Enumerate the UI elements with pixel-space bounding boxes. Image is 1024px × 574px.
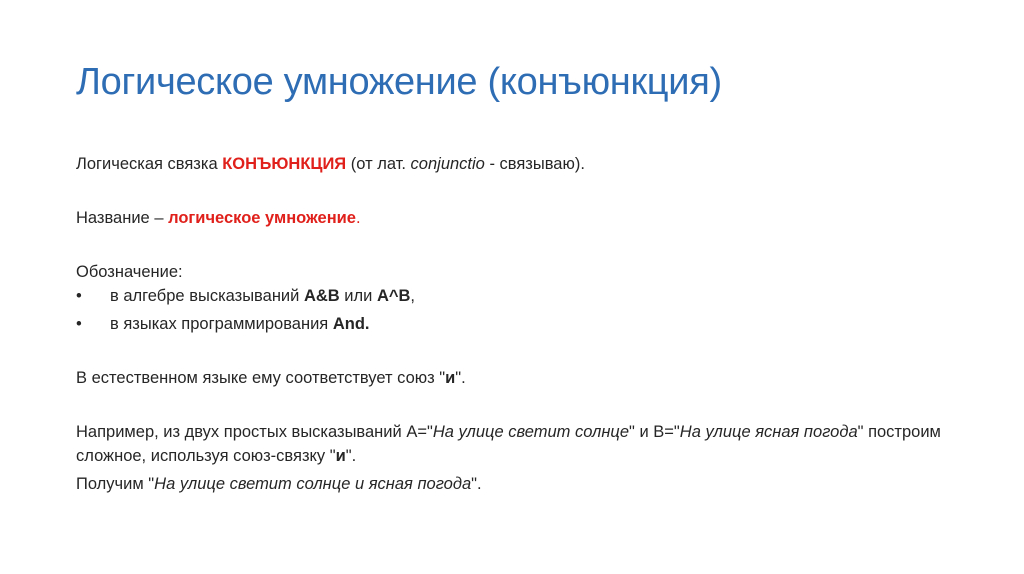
- conjunction-word: и: [445, 369, 456, 387]
- bullet-item-algebra: [76, 284, 956, 308]
- notation-and: And.: [332, 315, 370, 333]
- compound-statement: На улице светит солнце и ясная погода: [154, 475, 472, 493]
- latin-term: conjunctio: [410, 155, 485, 173]
- spacer: [76, 176, 956, 206]
- name-line: [76, 206, 956, 230]
- name-term: логическое умножение: [168, 209, 356, 227]
- bullet-icon: •: [76, 315, 82, 333]
- statement-b: На улице ясная погода: [679, 423, 858, 441]
- slide-title: Логическое умножение (конъюнкция): [76, 61, 722, 103]
- slide-body: [76, 152, 956, 496]
- example-paragraph: [76, 420, 956, 468]
- example-part-2: " и В=": [629, 423, 680, 441]
- name-prefix: Название –: [76, 209, 169, 227]
- spacer: [76, 336, 956, 366]
- designation-label: Обозначение:: [76, 263, 183, 281]
- bullet-icon: •: [76, 287, 82, 305]
- definition-prefix: Логическая связка: [76, 155, 223, 173]
- natural-suffix: ".: [455, 369, 466, 387]
- bullet-middle: или: [339, 287, 377, 305]
- statement-a: На улице светит солнце: [432, 423, 630, 441]
- result-prefix: Получим ": [76, 475, 155, 493]
- example-part-3: " построим сложное, используя союз-связку ": [76, 423, 941, 465]
- bullet-text: в языках программирования: [110, 315, 333, 333]
- definition-middle: (от лат.: [346, 155, 411, 173]
- bullet-item-programming: [76, 312, 956, 336]
- example-part-4: ".: [345, 447, 357, 465]
- bullet-text: в алгебре высказываний: [110, 287, 304, 305]
- name-suffix: .: [355, 209, 361, 227]
- notation-ab: A&B: [303, 287, 340, 305]
- result-suffix: ".: [471, 475, 482, 493]
- conjunction-term: КОНЪЮНКЦИЯ: [222, 155, 347, 173]
- spacer: [76, 230, 956, 260]
- example-part-1: Например, из двух простых высказываний А=": [76, 423, 433, 441]
- spacer: [76, 390, 956, 420]
- bullet-suffix: ,: [410, 287, 415, 305]
- conjunction-definition: [76, 152, 956, 176]
- conjunction-word: и: [335, 447, 346, 465]
- result-line: [76, 472, 956, 496]
- notation-caret: A^B: [376, 287, 411, 305]
- natural-prefix: В естественном языке ему соответствует союз ": [76, 369, 446, 387]
- definition-suffix: - связываю).: [484, 155, 585, 173]
- natural-language-line: [76, 366, 956, 390]
